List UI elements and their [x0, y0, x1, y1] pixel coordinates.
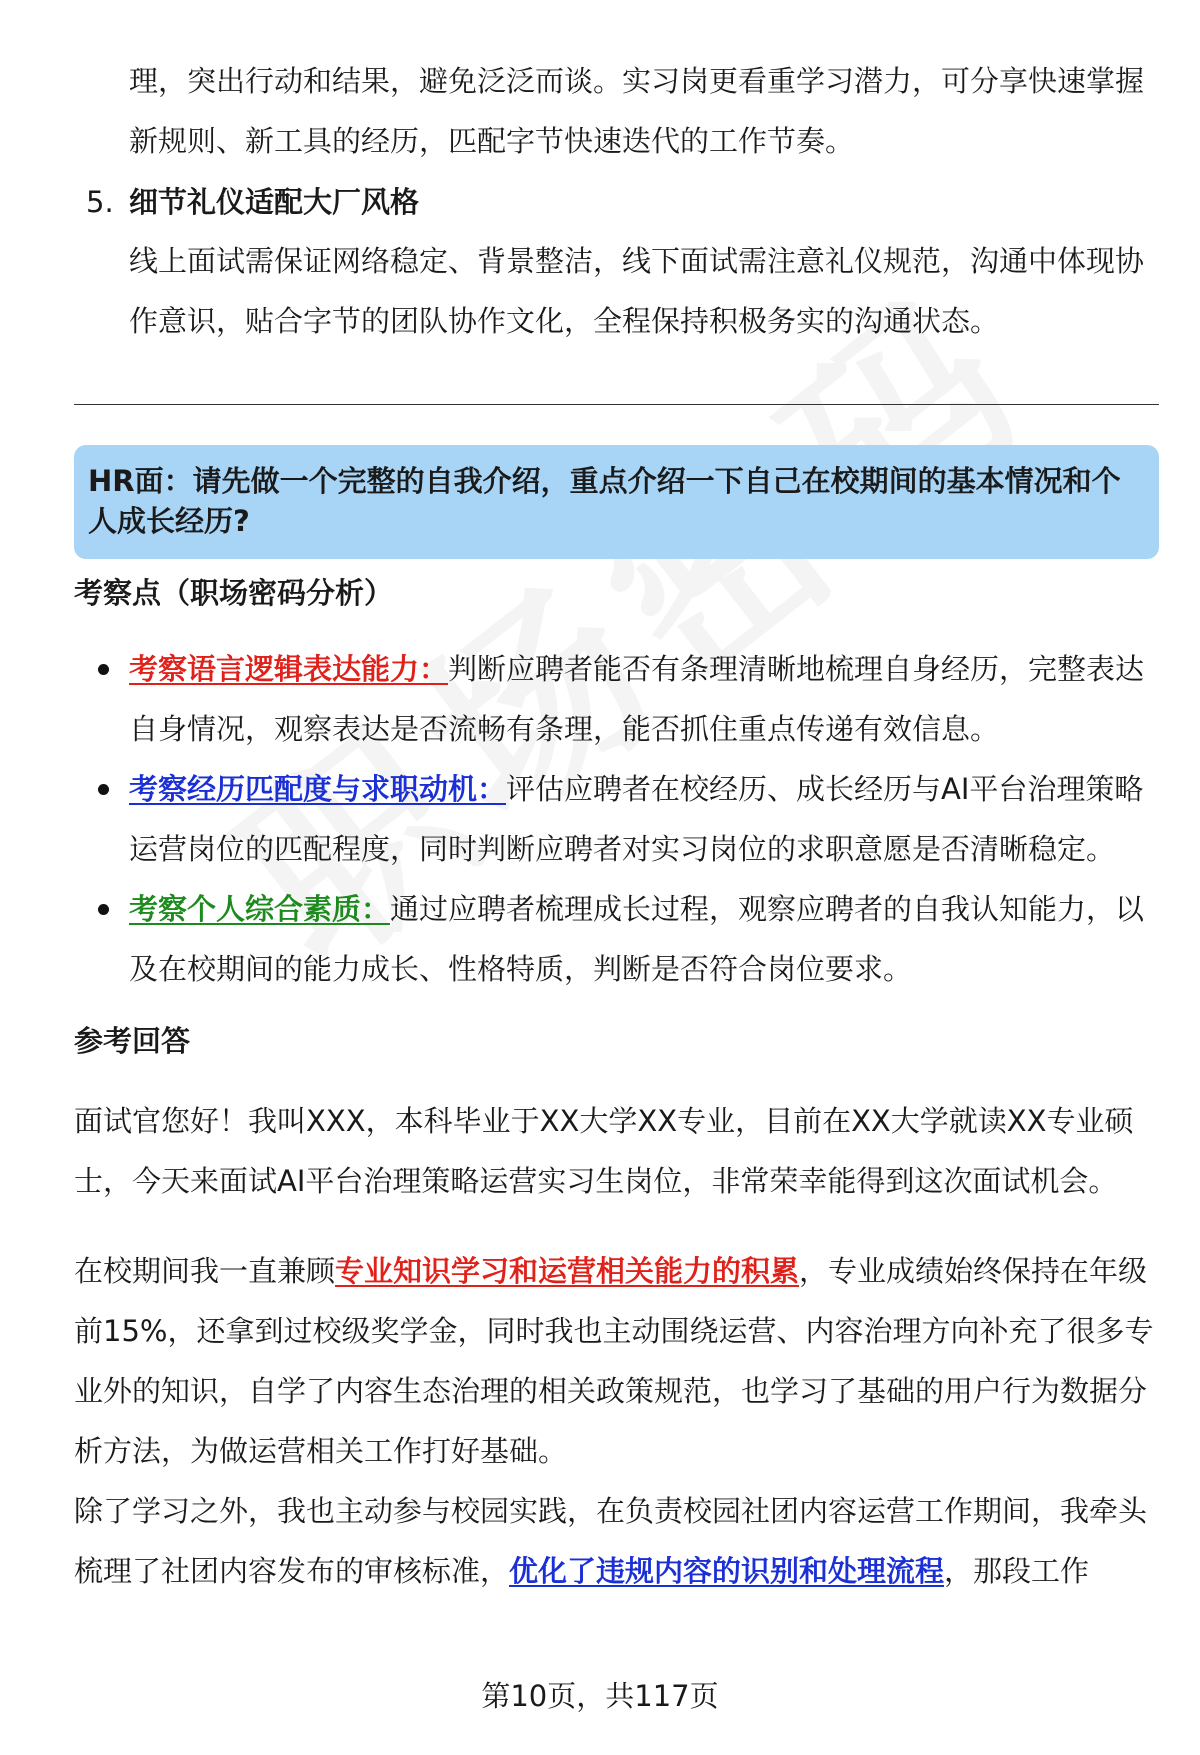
answer-paragraph-1: 面试官您好！我叫XXX，本科毕业于XX大学XX专业，目前在XX大学就读XX专业硕士，今天来面试AI平台治理策略运营实习生岗位，非常荣幸能得到这次面试机会。 [74, 1104, 1134, 1198]
reference-title: 参考回答 [74, 1024, 191, 1058]
list-item-title: 细节礼仪适配大厂风格 [129, 185, 420, 219]
bullet-dot-icon [98, 904, 109, 915]
answer-highlight-red: 专业知识学习和运营相关能力的积累 [335, 1254, 800, 1288]
list-number: 5. [86, 185, 114, 219]
list-item-5-title [74, 173, 1159, 231]
answer-text: 除了学习之外，我也主动参与校园实践，在负责校园社团内容运营工作期间，我牵头梳理了社团内容发布的审核标准， [74, 1494, 1148, 1588]
analysis-bullet-1 [74, 639, 1159, 759]
answer-paragraph-2 [74, 1241, 1159, 1481]
page-number-footer: 第10页，共117页 [481, 1679, 719, 1713]
bullet-text: 判断应聘者能否有条理清晰地梳理自身经历，完整表达自身情况，观察表达是否流畅有条理，能否抓住重点传递有效信息。 [129, 652, 1145, 746]
analysis-title: 考察点（职场密码分析） [74, 576, 394, 610]
answer-text: ，专业成绩始终保持在年级前15%，还拿到过校级奖学金，同时我也主动围绕运营、内容治理方向补充了很多专业外的知识，自学了内容生态治理的相关政策规范，也学习了基础的用户行为数据分析方法，为做运营相关工作打好基础。 [74, 1254, 1154, 1468]
analysis-bullet-2 [74, 759, 1159, 879]
answer-highlight-blue: 优化了违规内容的识别和处理流程 [509, 1554, 945, 1588]
question-text: HR面：请先做一个完整的自我介绍，重点介绍一下自己在校期间的基本情况和个人成长经历? [88, 464, 1121, 538]
bullet-label-green: 考察个人综合素质： [129, 892, 391, 926]
answer-text: 在校期间我一直兼顾 [74, 1254, 336, 1288]
analysis-bullet-3 [74, 879, 1159, 999]
answer-paragraph-3 [74, 1481, 1159, 1601]
bullet-label-blue: 考察经历匹配度与求职动机： [129, 772, 507, 806]
section-divider [74, 404, 1159, 405]
answer-text: ，那段工作 [944, 1554, 1090, 1588]
bullet-text: 评估应聘者在校经历、成长经历与AI平台治理策略运营岗位的匹配程度，同时判断应聘者对实习岗位的求职意愿是否清晰稳定。 [129, 772, 1144, 866]
page-content [74, 0, 1159, 1601]
analysis-bullet-list [74, 639, 1159, 999]
bullet-text: 通过应聘者梳理成长过程，观察应聘者的自我认知能力，以及在校期间的能力成长、性格特质，判断是否符合岗位要求。 [129, 892, 1145, 986]
list-item-5-body: 线上面试需保证网络稳定、背景整洁，线下面试需注意礼仪规范，沟通中体现协作意识，贴合字节的团队协作文化，全程保持积极务实的沟通状态。 [129, 244, 1145, 338]
question-box [74, 445, 1159, 559]
bullet-label-red: 考察语言逻辑表达能力： [129, 652, 449, 686]
bullet-dot-icon [98, 784, 109, 795]
bullet-dot-icon [98, 664, 109, 675]
intro-paragraph: 理，突出行动和结果，避免泛泛而谈。实习岗更看重学习潜力，可分享快速掌握新规则、新工具的经历，匹配字节快速迭代的工作节奏。 [129, 64, 1145, 158]
